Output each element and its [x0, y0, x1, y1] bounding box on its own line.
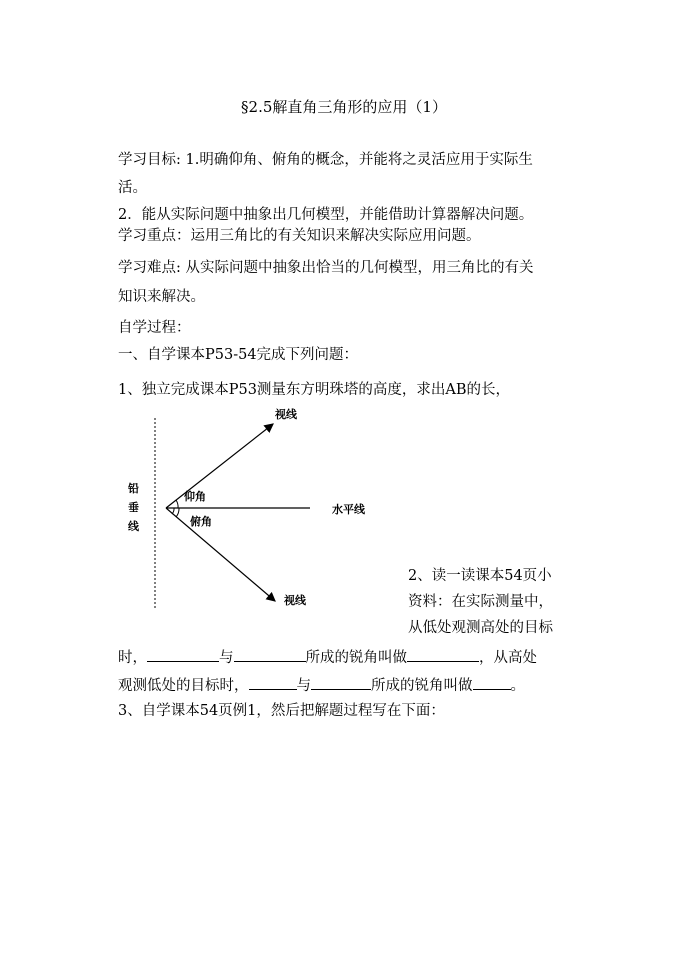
vertical-label-char-3: 线 — [128, 520, 139, 533]
section-1-heading: 一、自学课本P53-54完成下列问题： — [118, 347, 359, 363]
fill-blank-4[interactable] — [249, 673, 297, 690]
question-2-line-5-c: 所成的锐角叫做 — [371, 678, 473, 694]
question-3: 3、自学课本54页例1，然后把解题过程写在下面： — [118, 703, 445, 719]
difficulty-line-1: 学习难点: 从实际问题中抽象出恰当的几何模型，用三角比的有关 — [118, 260, 534, 276]
fill-blank-6[interactable] — [473, 673, 511, 690]
depression-arc-outer — [176, 508, 179, 517]
fill-blank-3[interactable] — [407, 645, 479, 662]
elevation-angle-label: 仰角 — [184, 490, 206, 503]
question-2-line-1: 2、读一读课本54页小 — [408, 568, 552, 584]
fill-blank-2[interactable] — [234, 645, 306, 662]
elevation-arc — [176, 500, 178, 508]
question-2-line-4-d: ，从高处 — [479, 650, 537, 666]
process-heading: 自学过程： — [118, 320, 191, 336]
fill-blank-5[interactable] — [311, 673, 371, 690]
question-2-line-3: 从低处观测高处的目标 — [408, 620, 553, 636]
question-2-line-5-a: 观测低处的目标时， — [118, 678, 249, 694]
objective-line-1: 学习目标: 1.明确仰角、俯角的概念，并能将之灵活应用于实际生 — [118, 152, 533, 168]
objective-line-1-cont: 活。 — [118, 180, 147, 196]
question-2-line-4 — [118, 645, 537, 668]
angle-diagram — [118, 400, 408, 615]
lower-sight-line — [166, 508, 275, 601]
horizontal-line-label: 水平线 — [332, 503, 365, 516]
key-point: 学习重点：运用三角比的有关知识来解决实际应用问题。 — [118, 228, 481, 244]
vertical-label-char-2: 垂 — [128, 501, 139, 514]
question-2-line-5 — [118, 673, 525, 696]
upper-sight-label: 视线 — [275, 408, 297, 421]
difficulty-line-2: 知识来解决。 — [118, 289, 205, 305]
vertical-label-char-1: 铅 — [128, 482, 139, 495]
depression-angle-label: 俯角 — [190, 515, 212, 528]
question-1: 1、独立完成课本P53测量东方明珠塔的高度，求出AB的长， — [118, 382, 511, 398]
question-2-line-4-b: 与 — [219, 650, 234, 666]
objective-line-2: 2．能从实际问题中抽象出几何模型，并能借助计算器解决问题。 — [118, 207, 534, 223]
page-title: §2.5解直角三角形的应用（1） — [241, 98, 447, 116]
question-2-line-5-b: 与 — [296, 678, 311, 694]
lower-sight-label: 视线 — [284, 594, 306, 607]
depression-arc-inner — [172, 508, 174, 514]
question-2-line-5-d: 。 — [510, 678, 525, 694]
fill-blank-1[interactable] — [147, 645, 219, 662]
question-2-line-2: 资料：在实际测量中， — [408, 594, 553, 610]
question-2-line-4-a: 时， — [118, 650, 147, 666]
question-2-line-4-c: 所成的锐角叫做 — [305, 650, 407, 666]
upper-sight-line — [166, 424, 273, 508]
